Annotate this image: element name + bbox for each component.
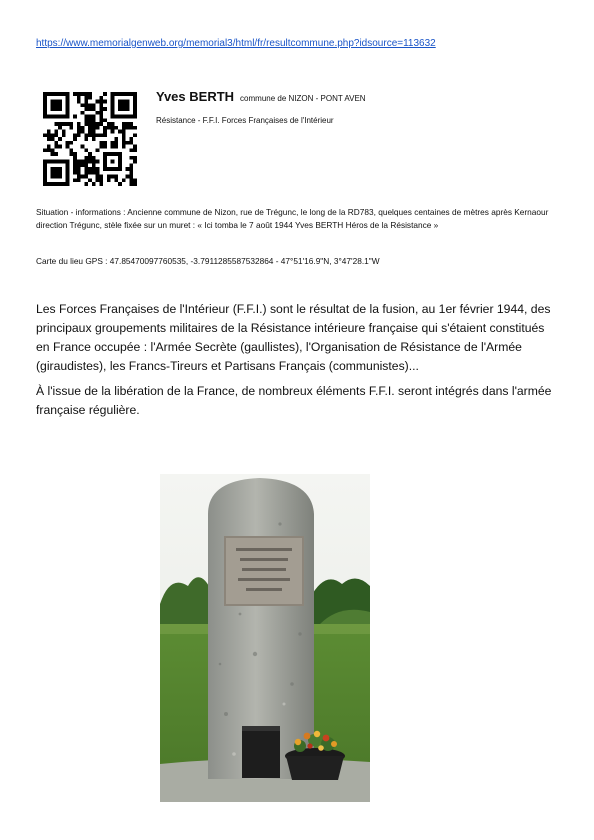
person-commune: commune de NIZON - PONT AVEN	[240, 94, 366, 103]
person-category: Résistance - F.F.I. Forces Françaises de l'Intérieur	[156, 116, 334, 125]
name-heading	[156, 88, 366, 106]
paragraph-liberation: À l'issue de la libération de la France, de nombreux éléments F.F.I. seront intégrés dans l'armée française régulière.	[36, 384, 552, 417]
person-name: Yves BERTH	[156, 89, 235, 104]
memorial-stele-photo	[160, 474, 370, 802]
gps-text: Carte du lieu GPS : 47.85470097760535, -3.7911285587532864 - 47°51'16.9"N, 3°47'28.1"W	[36, 256, 380, 266]
situation-text: Situation - informations : Ancienne commune de Nizon, rue de Trégunc, le long de la RD783, quelques centaines de mètres après Kernaour direction Trégunc, stèle fixée sur un muret : « Ici tomba le 7 août 1944 Yves BERTH Héros de la Résistance »	[36, 207, 549, 230]
source-url-link[interactable]: https://www.memorialgenweb.org/memorial3/html/fr/resultcommune.php?idsource=113632	[36, 38, 436, 49]
qr-code	[42, 92, 138, 186]
paragraph-ffi: Les Forces Françaises de l'Intérieur (F.F.I.) sont le résultat de la fusion, au 1er février 1944, des principaux groupements militaires de la Résistance intérieure française qui s'étaient constitués en France occupée : l'Armée Secrète (gaullistes), l'Organisation de Résistance de l'Armée (giraudistes), les Francs-Tireurs et Partisans Français (communistes)...	[36, 302, 551, 373]
